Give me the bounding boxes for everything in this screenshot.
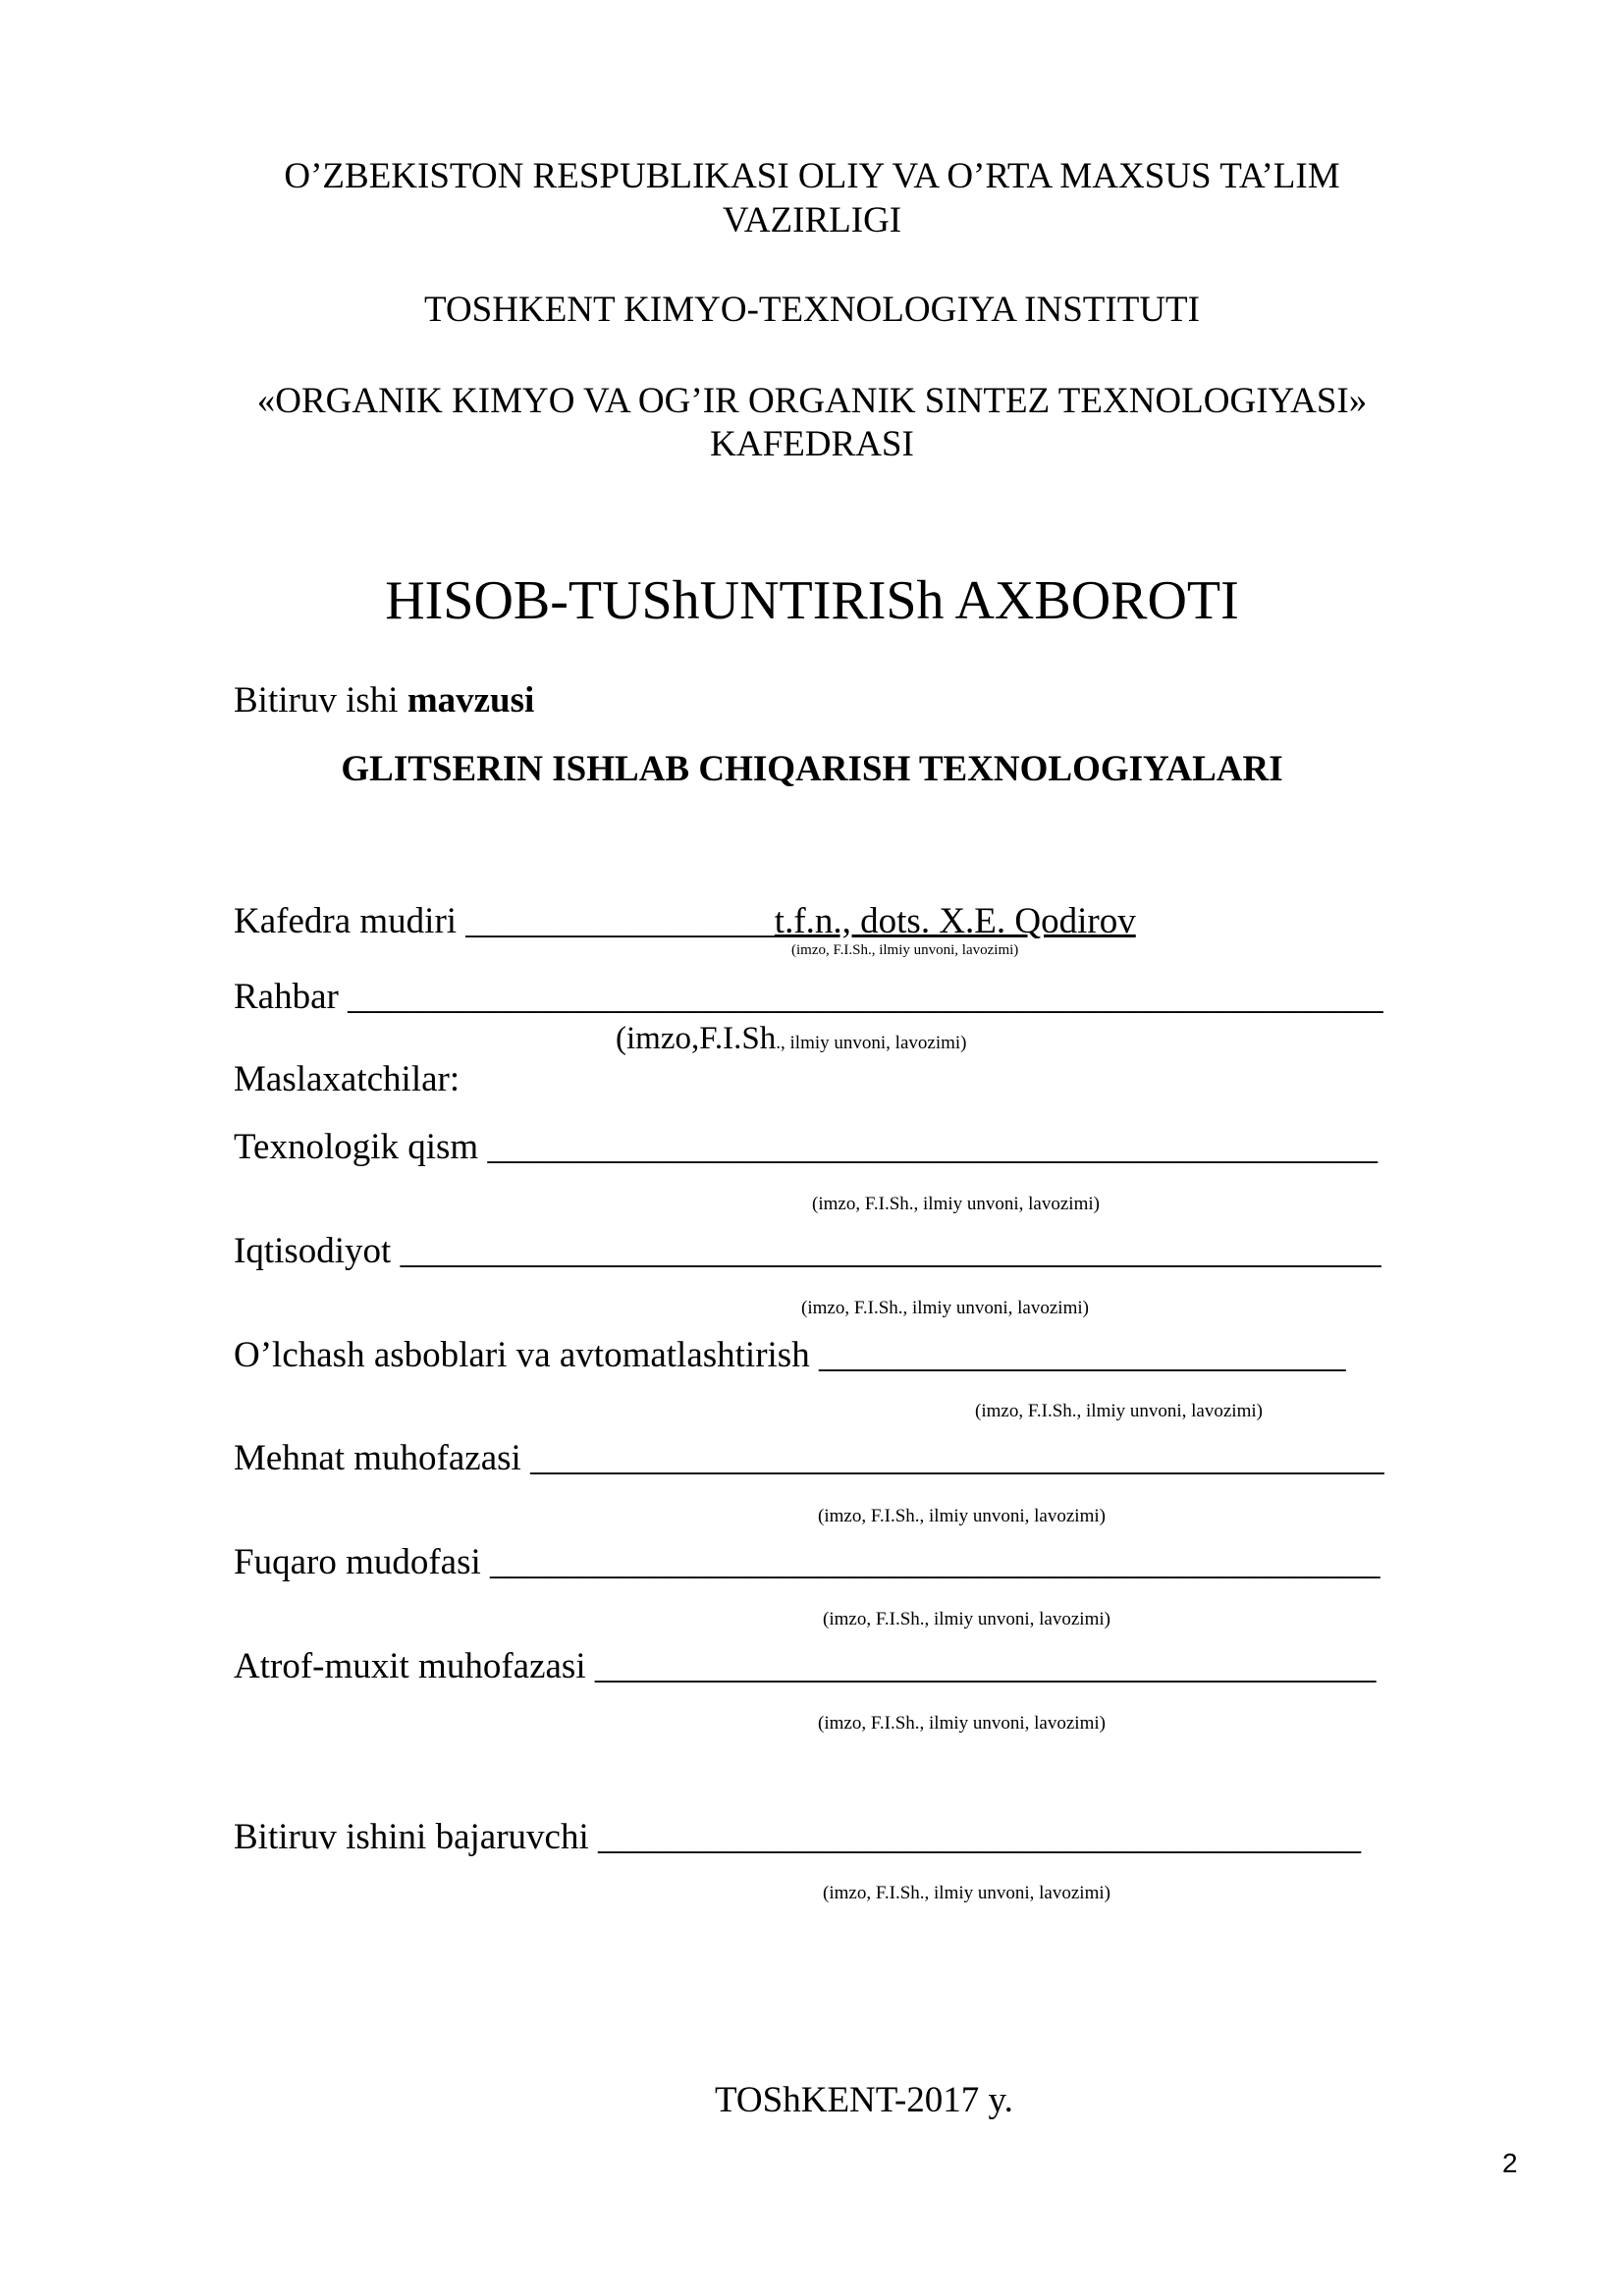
department-line-2: KAFEDRASI: [710, 424, 914, 464]
topic-label-bold: mavzusi: [406, 680, 535, 721]
automation-signature-line: O’lchash asboblari va avtomatlashtirish _____________________________: [234, 1335, 1346, 1375]
tech-hint: (imzo, F.I.Sh., ilmiy unvoni, lavozimi): [812, 1194, 1100, 1214]
topic-label-normal: Bitiruv ishi: [234, 680, 407, 721]
automation-hint: (imzo, F.I.Sh., ilmiy unvoni, lavozimi): [975, 1401, 1263, 1421]
topic-text: GLITSERIN ISHLAB CHIQARISH TEXNOLOGIYALARI: [341, 749, 1283, 789]
environment-signature-line: Atrof-muxit muhofazasi ___________________________________________: [234, 1646, 1377, 1686]
head-label: Kafedra mudiri: [234, 901, 466, 941]
civil-defense-signature-line: Fuqaro mudofasi _________________________________________________: [234, 1542, 1380, 1582]
ministry-line-1: O’ZBEKISTON RESPUBLIKASI OLIY VA O’RTA MAXSUS TA’LIM: [284, 156, 1340, 196]
head-name: t.f.n., dots. X.E. Qodirov: [774, 901, 1136, 941]
performer-signature-line: Bitiruv ishini bajaruvchi __________________________________________: [234, 1817, 1361, 1857]
performer-hint: (imzo, F.I.Sh., ilmiy unvoni, lavozimi): [823, 1883, 1110, 1903]
head-hint: (imzo, F.I.Sh., ilmiy unvoni, lavozimi): [791, 942, 1019, 958]
labor-hint: (imzo, F.I.Sh., ilmiy unvoni, lavozimi): [818, 1506, 1106, 1526]
page-number: 2: [1502, 2148, 1518, 2178]
department-line-1: «ORGANIK KIMYO VA OG’IR ORGANIK SINTEZ TEXNOLOGIYASI»: [256, 381, 1368, 421]
consultants-label: Maslaxatchilar:: [234, 1059, 460, 1099]
supervisor-hint-large: (imzo,F.I.Sh: [616, 1021, 777, 1056]
econ-signature-line: Iqtisodiyot ______________________________________________________: [234, 1231, 1381, 1271]
topic-label: [234, 679, 534, 722]
civil-defense-hint: (imzo, F.I.Sh., ilmiy unvoni, lavozimi): [823, 1609, 1110, 1629]
head-blank: _________________: [465, 901, 775, 941]
supervisor-hint-small: ., ilmiy unvoni, lavozimi): [776, 1033, 967, 1053]
environment-hint: (imzo, F.I.Sh., ilmiy unvoni, lavozimi): [818, 1713, 1106, 1734]
institute-name: TOSHKENT KIMYO-TEXNOLOGIYA INSTITUTI: [424, 290, 1200, 330]
ministry-line-2: VAZIRLIGI: [722, 200, 902, 240]
document-title: HISOB-TUShUNTIRISh AXBOROTI: [385, 570, 1239, 631]
tech-signature-line: Texnologik qism _________________________________________________: [234, 1127, 1378, 1167]
supervisor-hint: [616, 1021, 966, 1057]
labor-signature-line: Mehnat muhofazasi _______________________________________________: [234, 1438, 1384, 1478]
city-year: TOShKENT-2017 y.: [715, 2080, 1013, 2120]
head-signature-line: [234, 900, 1136, 943]
econ-hint: (imzo, F.I.Sh., ilmiy unvoni, lavozimi): [801, 1298, 1089, 1318]
supervisor-signature-line: Rahbar _________________________________________________________: [234, 977, 1383, 1017]
